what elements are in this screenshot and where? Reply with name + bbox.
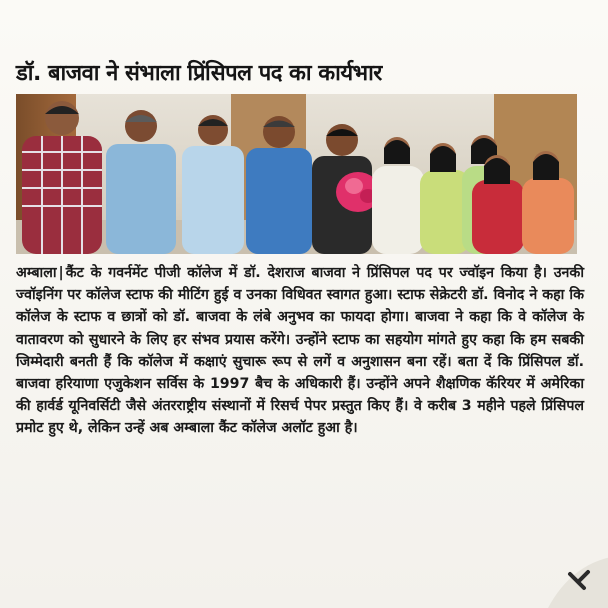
dateline: अम्बाला xyxy=(16,265,57,281)
headline: डॉ. बाजवा ने संभाला प्रिंसिपल पद का कार्यभार xyxy=(16,60,382,86)
group-photo xyxy=(16,94,577,254)
article-text: कैंट के गवर्नमेंट पीजी कॉलेज में डॉ. देशराज बाजवा ने प्रिंसिपल पद पर ज्वॉइन किया है। उनकी ज्वॉइनिंग पर कॉलेज स्टाफ की मीटिंग हुई व उनका विधिवत स्वागत हुआ। स्टाफ सेक्रेटरी डॉ. विनोद ने कहा कि कॉलेज के स्टाफ व छात्रों को डॉ. बाजवा के लंबे अनुभव का फायदा होगा। बाजवा ने कहा कि वे कॉलेज के वातावरण को सुधारने के लिए हर संभव प्रयास करेंगे। उन्होंने स्टाफ का सहयोग मांगते हुए कहा कि हम सबकी जिम्मेदारी बनती हैं कि कॉलेज में कक्षाएं सुचारू रूप से लगें व अनुशासन बना रहें। बता दें कि प्रिंसिपल डॉ. बाजवा हरियाणा एजुकेशन सर्विस के 1997 बैच के अधिकारी हैं। उन्होंने अपने शैक्षणिक कॅरियर में अमेरिका की हार्वर्ड यूनिवर्सिटी जैसे अंतरराष्ट्रीय संस्थानों में रिसर्च पेपर प्रस्तुत किए हैं। वे करीब 3 महीने पहले प्रिंसिपल प्रमोट हुए थे, लेकिन उन्हें अब अम्बाला कैंट कॉलेज अलॉट हुआ है। xyxy=(16,265,584,437)
group-photo-icon xyxy=(16,94,577,254)
page-curl-icon xyxy=(532,556,608,608)
article-body xyxy=(16,262,584,440)
dateline-separator: | xyxy=(58,265,64,281)
